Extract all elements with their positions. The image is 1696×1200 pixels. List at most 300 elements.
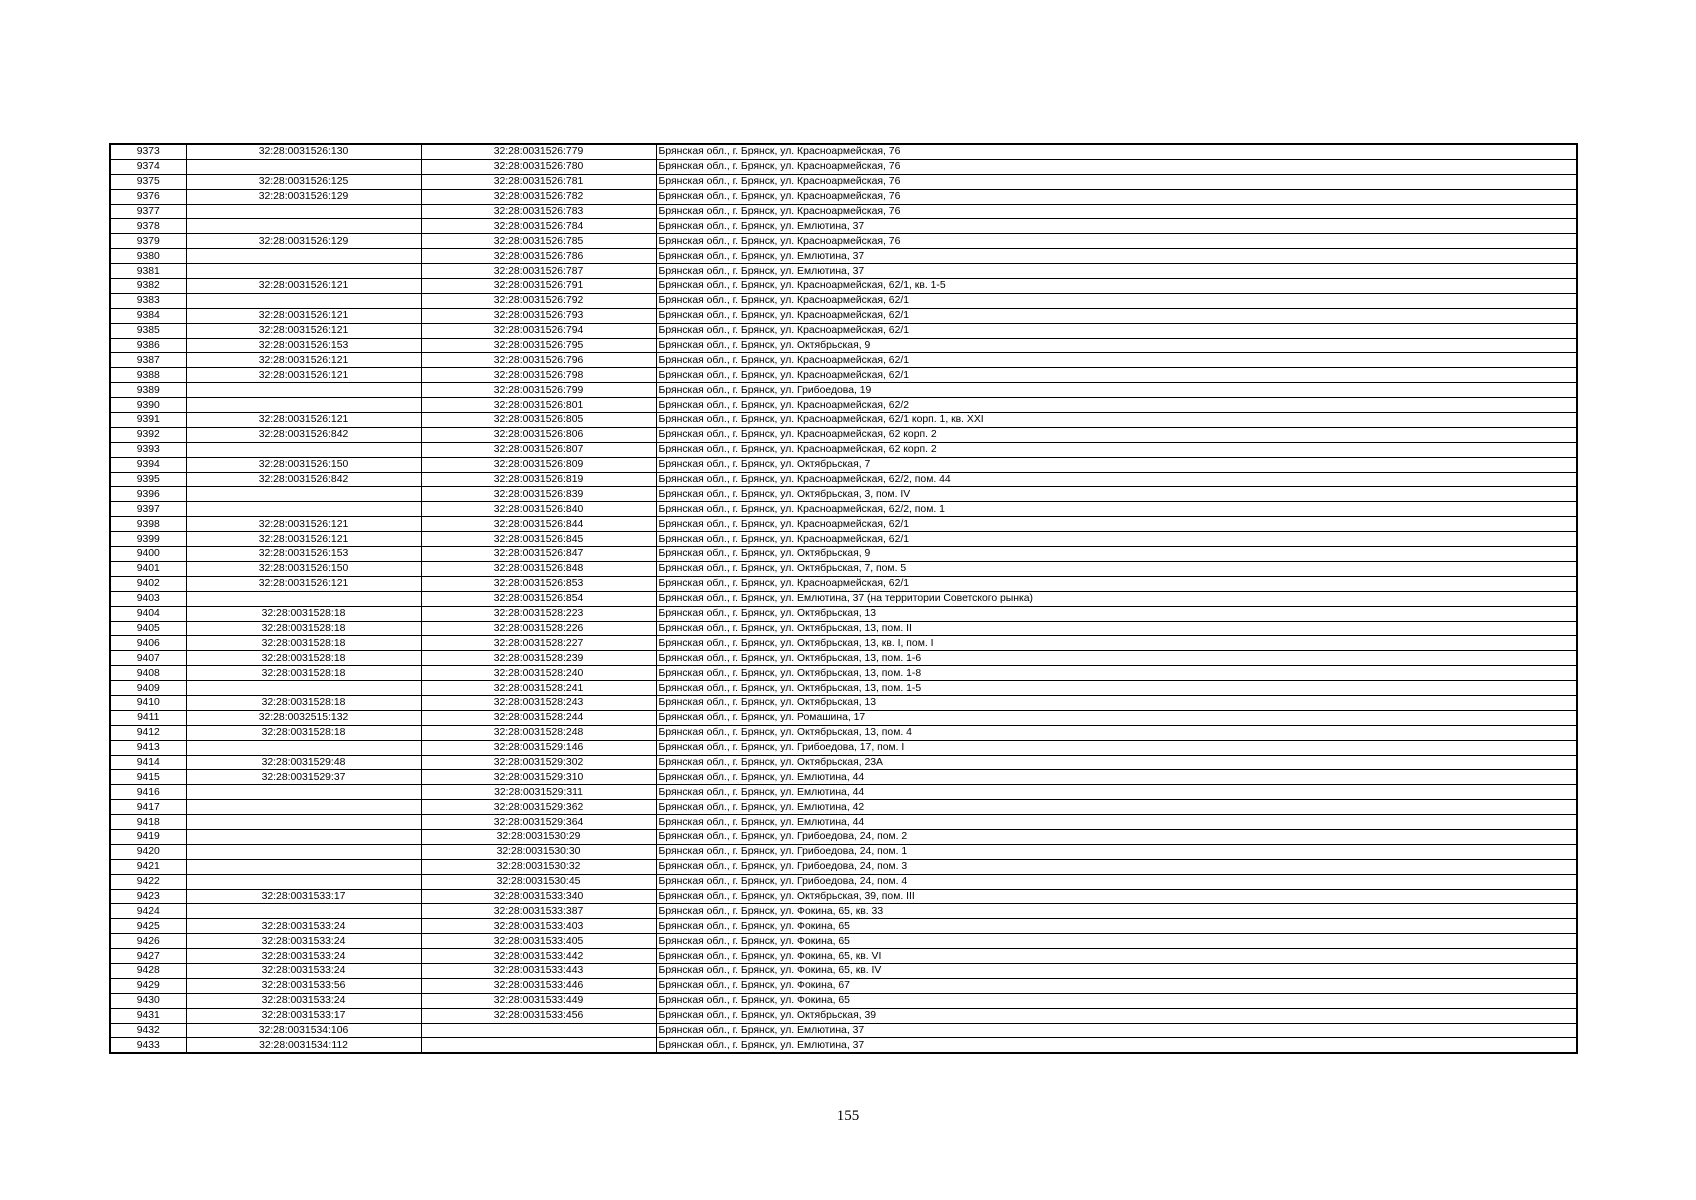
row-number-cell: 9396 xyxy=(110,487,186,502)
parcel-number-cell xyxy=(186,204,421,219)
row-number-cell: 9386 xyxy=(110,338,186,353)
address-cell: Брянская обл., г. Брянск, ул. Октябрьская, 13, кв. I, пом. I xyxy=(656,636,1577,651)
address-cell: Брянская обл., г. Брянск, ул. Грибоедова, 17, пом. I xyxy=(656,740,1577,755)
row-number-cell: 9393 xyxy=(110,442,186,457)
address-cell: Брянская обл., г. Брянск, ул. Красноармейская, 62/1 xyxy=(656,517,1577,532)
row-number-cell: 9417 xyxy=(110,800,186,815)
parcel-number-cell: 32:28:0031528:18 xyxy=(186,636,421,651)
table-row xyxy=(110,1038,1577,1053)
table-row xyxy=(110,963,1577,978)
parcel-number-cell: 32:28:0031528:18 xyxy=(186,621,421,636)
parcel-number-cell xyxy=(186,159,421,174)
address-cell: Брянская обл., г. Брянск, ул. Красноармейская, 76 xyxy=(656,189,1577,204)
table-row xyxy=(110,934,1577,949)
parcel-number-cell xyxy=(186,859,421,874)
object-number-cell: 32:28:0031526:805 xyxy=(421,413,656,428)
table-row xyxy=(110,710,1577,725)
table-row xyxy=(110,144,1577,159)
address-cell: Брянская обл., г. Брянск, ул. Грибоедова, 24, пом. 1 xyxy=(656,844,1577,859)
object-number-cell: 32:28:0031526:854 xyxy=(421,591,656,606)
address-cell: Брянская обл., г. Брянск, ул. Емлютина, 37 (на территории Советского рынка) xyxy=(656,591,1577,606)
address-cell: Брянская обл., г. Брянск, ул. Красноармейская, 62/1 xyxy=(656,368,1577,383)
object-number-cell: 32:28:0031533:456 xyxy=(421,1008,656,1023)
row-number-cell: 9387 xyxy=(110,353,186,368)
table-row xyxy=(110,457,1577,472)
parcel-number-cell: 32:28:0031528:18 xyxy=(186,651,421,666)
row-number-cell: 9401 xyxy=(110,561,186,576)
row-number-cell: 9402 xyxy=(110,576,186,591)
object-number-cell: 32:28:0031526:853 xyxy=(421,576,656,591)
parcel-number-cell: 32:28:0031526:121 xyxy=(186,308,421,323)
parcel-number-cell: 32:28:0031528:18 xyxy=(186,606,421,621)
row-number-cell: 9379 xyxy=(110,234,186,249)
parcel-number-cell xyxy=(186,591,421,606)
object-number-cell: 32:28:0031533:405 xyxy=(421,934,656,949)
address-cell: Брянская обл., г. Брянск, ул. Емлютина, 44 xyxy=(656,770,1577,785)
parcel-number-cell xyxy=(186,219,421,234)
row-number-cell: 9433 xyxy=(110,1038,186,1053)
table-row xyxy=(110,874,1577,889)
parcel-number-cell: 32:28:0031526:121 xyxy=(186,279,421,294)
table-row xyxy=(110,1023,1577,1038)
address-cell: Брянская обл., г. Брянск, ул. Красноармейская, 62/1, кв. 1-5 xyxy=(656,279,1577,294)
object-number-cell: 32:28:0031526:844 xyxy=(421,517,656,532)
row-number-cell: 9423 xyxy=(110,889,186,904)
table-row xyxy=(110,561,1577,576)
parcel-number-cell: 32:28:0031526:129 xyxy=(186,234,421,249)
object-number-cell: 32:28:0031526:779 xyxy=(421,144,656,159)
object-number-cell: 32:28:0031528:226 xyxy=(421,621,656,636)
object-number-cell: 32:28:0031526:798 xyxy=(421,368,656,383)
address-cell: Брянская обл., г. Брянск, ул. Октябрьская, 9 xyxy=(656,547,1577,562)
table-row xyxy=(110,308,1577,323)
address-cell: Брянская обл., г. Брянск, ул. Красноармейская, 62/1 xyxy=(656,576,1577,591)
row-number-cell: 9384 xyxy=(110,308,186,323)
row-number-cell: 9404 xyxy=(110,606,186,621)
parcel-number-cell: 32:28:0031534:106 xyxy=(186,1023,421,1038)
parcel-number-cell xyxy=(186,442,421,457)
object-number-cell: 32:28:0031533:446 xyxy=(421,978,656,993)
table-row xyxy=(110,695,1577,710)
parcel-number-cell: 32:28:0031526:125 xyxy=(186,174,421,189)
object-number-cell: 32:28:0031526:782 xyxy=(421,189,656,204)
parcel-number-cell: 32:28:0031526:121 xyxy=(186,413,421,428)
parcel-number-cell: 32:28:0031526:121 xyxy=(186,576,421,591)
object-number-cell: 32:28:0031530:30 xyxy=(421,844,656,859)
row-number-cell: 9425 xyxy=(110,919,186,934)
parcel-number-cell: 32:28:0031526:153 xyxy=(186,338,421,353)
object-number-cell xyxy=(421,1023,656,1038)
table-row xyxy=(110,532,1577,547)
address-cell: Брянская обл., г. Брянск, ул. Красноармейская, 76 xyxy=(656,159,1577,174)
table-row xyxy=(110,502,1577,517)
parcel-number-cell xyxy=(186,502,421,517)
table-row xyxy=(110,993,1577,1008)
row-number-cell: 9391 xyxy=(110,413,186,428)
parcel-number-cell xyxy=(186,815,421,830)
address-cell: Брянская обл., г. Брянск, ул. Октябрьская, 9 xyxy=(656,338,1577,353)
address-cell: Брянская обл., г. Брянск, ул. Октябрьская, 13, пом. 1-5 xyxy=(656,681,1577,696)
address-cell: Брянская обл., г. Брянск, ул. Октябрьская, 7, пом. 5 xyxy=(656,561,1577,576)
parcel-number-cell: 32:28:0031526:150 xyxy=(186,561,421,576)
table-row xyxy=(110,293,1577,308)
address-cell: Брянская обл., г. Брянск, ул. Октябрьская, 7 xyxy=(656,457,1577,472)
parcel-number-cell xyxy=(186,800,421,815)
object-number-cell: 32:28:0031526:806 xyxy=(421,427,656,442)
table-row xyxy=(110,517,1577,532)
object-number-cell: 32:28:0031526:793 xyxy=(421,308,656,323)
table-row xyxy=(110,219,1577,234)
object-number-cell: 32:28:0031526:794 xyxy=(421,323,656,338)
address-cell: Брянская обл., г. Брянск, ул. Октябрьская, 13, пом. II xyxy=(656,621,1577,636)
row-number-cell: 9382 xyxy=(110,279,186,294)
row-number-cell: 9431 xyxy=(110,1008,186,1023)
table-row xyxy=(110,368,1577,383)
row-number-cell: 9422 xyxy=(110,874,186,889)
object-number-cell: 32:28:0031529:364 xyxy=(421,815,656,830)
row-number-cell: 9398 xyxy=(110,517,186,532)
table-row xyxy=(110,413,1577,428)
table-row xyxy=(110,606,1577,621)
object-number-cell: 32:28:0031529:310 xyxy=(421,770,656,785)
parcel-number-cell: 32:28:0031526:150 xyxy=(186,457,421,472)
address-cell: Брянская обл., г. Брянск, ул. Фокина, 65 xyxy=(656,934,1577,949)
table-row xyxy=(110,159,1577,174)
object-number-cell: 32:28:0031533:443 xyxy=(421,963,656,978)
object-number-cell: 32:28:0031526:791 xyxy=(421,279,656,294)
table-row xyxy=(110,279,1577,294)
address-cell: Брянская обл., г. Брянск, ул. Октябрьская, 23А xyxy=(656,755,1577,770)
parcel-number-cell xyxy=(186,249,421,264)
row-number-cell: 9418 xyxy=(110,815,186,830)
object-number-cell: 32:28:0031528:227 xyxy=(421,636,656,651)
parcel-number-cell: 32:28:0031526:153 xyxy=(186,547,421,562)
address-cell: Брянская обл., г. Брянск, ул. Октябрьская, 39, пом. III xyxy=(656,889,1577,904)
object-number-cell: 32:28:0031528:243 xyxy=(421,695,656,710)
table-row xyxy=(110,889,1577,904)
registry-table-body xyxy=(110,144,1577,1053)
parcel-number-cell: 32:28:0031533:17 xyxy=(186,1008,421,1023)
table-row xyxy=(110,591,1577,606)
row-number-cell: 9378 xyxy=(110,219,186,234)
parcel-number-cell: 32:28:0031533:24 xyxy=(186,934,421,949)
row-number-cell: 9380 xyxy=(110,249,186,264)
table-row xyxy=(110,770,1577,785)
address-cell: Брянская обл., г. Брянск, ул. Красноармейская, 62/1 xyxy=(656,532,1577,547)
object-number-cell: 32:28:0031526:783 xyxy=(421,204,656,219)
address-cell: Брянская обл., г. Брянск, ул. Емлютина, 44 xyxy=(656,815,1577,830)
object-number-cell: 32:28:0031526:807 xyxy=(421,442,656,457)
address-cell: Брянская обл., г. Брянск, ул. Ромашина, 17 xyxy=(656,710,1577,725)
row-number-cell: 9385 xyxy=(110,323,186,338)
table-row xyxy=(110,815,1577,830)
address-cell: Брянская обл., г. Брянск, ул. Октябрьская, 13, пом. 4 xyxy=(656,725,1577,740)
parcel-number-cell: 32:28:0031528:18 xyxy=(186,666,421,681)
row-number-cell: 9416 xyxy=(110,785,186,800)
row-number-cell: 9373 xyxy=(110,144,186,159)
address-cell: Брянская обл., г. Брянск, ул. Октябрьская, 13, пом. 1-6 xyxy=(656,651,1577,666)
row-number-cell: 9413 xyxy=(110,740,186,755)
object-number-cell: 32:28:0031528:240 xyxy=(421,666,656,681)
table-row xyxy=(110,174,1577,189)
parcel-number-cell xyxy=(186,904,421,919)
table-row xyxy=(110,651,1577,666)
table-row xyxy=(110,547,1577,562)
object-number-cell: 32:28:0031528:244 xyxy=(421,710,656,725)
page-number: 155 xyxy=(836,1108,860,1124)
table-row xyxy=(110,1008,1577,1023)
parcel-number-cell: 32:28:0031529:48 xyxy=(186,755,421,770)
address-cell: Брянская обл., г. Брянск, ул. Фокина, 67 xyxy=(656,978,1577,993)
row-number-cell: 9432 xyxy=(110,1023,186,1038)
object-number-cell: 32:28:0031530:32 xyxy=(421,859,656,874)
parcel-number-cell xyxy=(186,681,421,696)
row-number-cell: 9390 xyxy=(110,398,186,413)
row-number-cell: 9411 xyxy=(110,710,186,725)
table-row xyxy=(110,472,1577,487)
table-row xyxy=(110,576,1577,591)
row-number-cell: 9406 xyxy=(110,636,186,651)
table-row xyxy=(110,681,1577,696)
address-cell: Брянская обл., г. Брянск, ул. Грибоедова, 24, пом. 3 xyxy=(656,859,1577,874)
object-number-cell: 32:28:0031529:362 xyxy=(421,800,656,815)
row-number-cell: 9421 xyxy=(110,859,186,874)
address-cell: Брянская обл., г. Брянск, ул. Красноармейская, 76 xyxy=(656,144,1577,159)
object-number-cell: 32:28:0031526:847 xyxy=(421,547,656,562)
object-number-cell: 32:28:0031533:449 xyxy=(421,993,656,1008)
object-number-cell: 32:28:0031533:340 xyxy=(421,889,656,904)
object-number-cell: 32:28:0031528:223 xyxy=(421,606,656,621)
row-number-cell: 9427 xyxy=(110,949,186,964)
table-row xyxy=(110,829,1577,844)
object-number-cell: 32:28:0031526:784 xyxy=(421,219,656,234)
row-number-cell: 9426 xyxy=(110,934,186,949)
table-row xyxy=(110,740,1577,755)
address-cell: Брянская обл., г. Брянск, ул. Емлютина, 37 xyxy=(656,1023,1577,1038)
object-number-cell: 32:28:0031526:787 xyxy=(421,264,656,279)
table-row xyxy=(110,234,1577,249)
address-cell: Брянская обл., г. Брянск, ул. Фокина, 65, кв. IV xyxy=(656,963,1577,978)
row-number-cell: 9381 xyxy=(110,264,186,279)
table-row xyxy=(110,636,1577,651)
row-number-cell: 9403 xyxy=(110,591,186,606)
table-row xyxy=(110,859,1577,874)
table-row xyxy=(110,844,1577,859)
address-cell: Брянская обл., г. Брянск, ул. Красноармейская, 62 корп. 2 xyxy=(656,427,1577,442)
parcel-number-cell xyxy=(186,844,421,859)
object-number-cell: 32:28:0031526:840 xyxy=(421,502,656,517)
parcel-number-cell: 32:28:0031533:17 xyxy=(186,889,421,904)
row-number-cell: 9383 xyxy=(110,293,186,308)
object-number-cell: 32:28:0031533:403 xyxy=(421,919,656,934)
table-row xyxy=(110,785,1577,800)
table-row xyxy=(110,919,1577,934)
row-number-cell: 9395 xyxy=(110,472,186,487)
address-cell: Брянская обл., г. Брянск, ул. Октябрьская, 39 xyxy=(656,1008,1577,1023)
address-cell: Брянская обл., г. Брянск, ул. Красноармейская, 62/1 xyxy=(656,323,1577,338)
row-number-cell: 9419 xyxy=(110,829,186,844)
row-number-cell: 9424 xyxy=(110,904,186,919)
row-number-cell: 9377 xyxy=(110,204,186,219)
row-number-cell: 9405 xyxy=(110,621,186,636)
address-cell: Брянская обл., г. Брянск, ул. Красноармейская, 62/1 xyxy=(656,353,1577,368)
parcel-number-cell xyxy=(186,785,421,800)
object-number-cell: 32:28:0031526:801 xyxy=(421,398,656,413)
address-cell: Брянская обл., г. Брянск, ул. Красноармейская, 62/1 корп. 1, кв. XXI xyxy=(656,413,1577,428)
address-cell: Брянская обл., г. Брянск, ул. Емлютина, 42 xyxy=(656,800,1577,815)
address-cell: Брянская обл., г. Брянск, ул. Октябрьская, 13 xyxy=(656,695,1577,710)
object-number-cell: 32:28:0031526:848 xyxy=(421,561,656,576)
parcel-number-cell: 32:28:0031533:24 xyxy=(186,919,421,934)
parcel-number-cell: 32:28:0031526:121 xyxy=(186,517,421,532)
object-number-cell: 32:28:0031526:796 xyxy=(421,353,656,368)
parcel-number-cell: 32:28:0031526:842 xyxy=(186,472,421,487)
parcel-number-cell: 32:28:0031528:18 xyxy=(186,725,421,740)
address-cell: Брянская обл., г. Брянск, ул. Грибоедова, 19 xyxy=(656,383,1577,398)
parcel-number-cell: 32:28:0031526:130 xyxy=(186,144,421,159)
table-row xyxy=(110,442,1577,457)
row-number-cell: 9374 xyxy=(110,159,186,174)
address-cell: Брянская обл., г. Брянск, ул. Красноармейская, 62/1 xyxy=(656,308,1577,323)
row-number-cell: 9388 xyxy=(110,368,186,383)
parcel-number-cell xyxy=(186,383,421,398)
address-cell: Брянская обл., г. Брянск, ул. Емлютина, 37 xyxy=(656,264,1577,279)
row-number-cell: 9392 xyxy=(110,427,186,442)
object-number-cell: 32:28:0031526:819 xyxy=(421,472,656,487)
address-cell: Брянская обл., г. Брянск, ул. Емлютина, 37 xyxy=(656,1038,1577,1053)
parcel-number-cell: 32:28:0031526:842 xyxy=(186,427,421,442)
address-cell: Брянская обл., г. Брянск, ул. Фокина, 65 xyxy=(656,919,1577,934)
address-cell: Брянская обл., г. Брянск, ул. Фокина, 65, кв. 33 xyxy=(656,904,1577,919)
table-row xyxy=(110,800,1577,815)
table-row xyxy=(110,487,1577,502)
address-cell: Брянская обл., г. Брянск, ул. Грибоедова, 24, пом. 2 xyxy=(656,829,1577,844)
object-number-cell: 32:28:0031533:387 xyxy=(421,904,656,919)
address-cell: Брянская обл., г. Брянск, ул. Красноармейская, 62 корп. 2 xyxy=(656,442,1577,457)
object-number-cell: 32:28:0031528:239 xyxy=(421,651,656,666)
object-number-cell: 32:28:0031526:785 xyxy=(421,234,656,249)
object-number-cell: 32:28:0031526:809 xyxy=(421,457,656,472)
row-number-cell: 9400 xyxy=(110,547,186,562)
parcel-number-cell: 32:28:0031528:18 xyxy=(186,695,421,710)
parcel-number-cell xyxy=(186,740,421,755)
table-row xyxy=(110,264,1577,279)
object-number-cell: 32:28:0031526:795 xyxy=(421,338,656,353)
object-number-cell: 32:28:0031529:146 xyxy=(421,740,656,755)
row-number-cell: 9389 xyxy=(110,383,186,398)
row-number-cell: 9375 xyxy=(110,174,186,189)
parcel-number-cell xyxy=(186,398,421,413)
table-row xyxy=(110,949,1577,964)
address-cell: Брянская обл., г. Брянск, ул. Фокина, 65 xyxy=(656,993,1577,1008)
address-cell: Брянская обл., г. Брянск, ул. Красноармейская, 62/1 xyxy=(656,293,1577,308)
table-row xyxy=(110,725,1577,740)
object-number-cell xyxy=(421,1038,656,1053)
address-cell: Брянская обл., г. Брянск, ул. Емлютина, 37 xyxy=(656,219,1577,234)
parcel-number-cell xyxy=(186,874,421,889)
parcel-number-cell: 32:28:0031526:121 xyxy=(186,368,421,383)
object-number-cell: 32:28:0031530:45 xyxy=(421,874,656,889)
address-cell: Брянская обл., г. Брянск, ул. Октябрьская, 13 xyxy=(656,606,1577,621)
table-row xyxy=(110,978,1577,993)
table-row xyxy=(110,204,1577,219)
table-row xyxy=(110,189,1577,204)
object-number-cell: 32:28:0031530:29 xyxy=(421,829,656,844)
parcel-number-cell: 32:28:0031526:121 xyxy=(186,353,421,368)
table-row xyxy=(110,323,1577,338)
address-cell: Брянская обл., г. Брянск, ул. Красноармейская, 76 xyxy=(656,174,1577,189)
object-number-cell: 32:28:0031528:248 xyxy=(421,725,656,740)
address-cell: Брянская обл., г. Брянск, ул. Красноармейская, 62/2, пом. 1 xyxy=(656,502,1577,517)
address-cell: Брянская обл., г. Брянск, ул. Октябрьская, 13, пом. 1-8 xyxy=(656,666,1577,681)
address-cell: Брянская обл., г. Брянск, ул. Грибоедова, 24, пом. 4 xyxy=(656,874,1577,889)
address-cell: Брянская обл., г. Брянск, ул. Красноармейская, 76 xyxy=(656,204,1577,219)
parcel-number-cell: 32:28:0032515:132 xyxy=(186,710,421,725)
parcel-number-cell xyxy=(186,829,421,844)
parcel-number-cell: 32:28:0031529:37 xyxy=(186,770,421,785)
parcel-number-cell: 32:28:0031534:112 xyxy=(186,1038,421,1053)
table-row xyxy=(110,666,1577,681)
parcel-number-cell: 32:28:0031533:24 xyxy=(186,993,421,1008)
address-cell: Брянская обл., г. Брянск, ул. Фокина, 65, кв. VI xyxy=(656,949,1577,964)
object-number-cell: 32:28:0031528:241 xyxy=(421,681,656,696)
object-number-cell: 32:28:0031529:311 xyxy=(421,785,656,800)
object-number-cell: 32:28:0031526:845 xyxy=(421,532,656,547)
row-number-cell: 9415 xyxy=(110,770,186,785)
row-number-cell: 9410 xyxy=(110,695,186,710)
table-row xyxy=(110,427,1577,442)
parcel-number-cell: 32:28:0031526:129 xyxy=(186,189,421,204)
table-row xyxy=(110,755,1577,770)
row-number-cell: 9429 xyxy=(110,978,186,993)
address-cell: Брянская обл., г. Брянск, ул. Емлютина, 44 xyxy=(656,785,1577,800)
row-number-cell: 9420 xyxy=(110,844,186,859)
registry-table xyxy=(109,143,1578,1054)
parcel-number-cell: 32:28:0031533:56 xyxy=(186,978,421,993)
row-number-cell: 9412 xyxy=(110,725,186,740)
parcel-number-cell: 32:28:0031533:24 xyxy=(186,963,421,978)
address-cell: Брянская обл., г. Брянск, ул. Красноармейская, 76 xyxy=(656,234,1577,249)
row-number-cell: 9414 xyxy=(110,755,186,770)
parcel-number-cell xyxy=(186,264,421,279)
table-row xyxy=(110,383,1577,398)
object-number-cell: 32:28:0031526:799 xyxy=(421,383,656,398)
row-number-cell: 9408 xyxy=(110,666,186,681)
row-number-cell: 9394 xyxy=(110,457,186,472)
table-row xyxy=(110,398,1577,413)
address-cell: Брянская обл., г. Брянск, ул. Красноармейская, 62/2, пом. 44 xyxy=(656,472,1577,487)
address-cell: Брянская обл., г. Брянск, ул. Емлютина, 37 xyxy=(656,249,1577,264)
address-cell: Брянская обл., г. Брянск, ул. Октябрьская, 3, пом. IV xyxy=(656,487,1577,502)
row-number-cell: 9376 xyxy=(110,189,186,204)
table-row xyxy=(110,621,1577,636)
parcel-number-cell xyxy=(186,487,421,502)
parcel-number-cell: 32:28:0031533:24 xyxy=(186,949,421,964)
object-number-cell: 32:28:0031533:442 xyxy=(421,949,656,964)
table-row xyxy=(110,904,1577,919)
table-row xyxy=(110,249,1577,264)
object-number-cell: 32:28:0031526:792 xyxy=(421,293,656,308)
row-number-cell: 9409 xyxy=(110,681,186,696)
parcel-number-cell: 32:28:0031526:121 xyxy=(186,532,421,547)
parcel-number-cell: 32:28:0031526:121 xyxy=(186,323,421,338)
table-row xyxy=(110,353,1577,368)
row-number-cell: 9399 xyxy=(110,532,186,547)
object-number-cell: 32:28:0031526:781 xyxy=(421,174,656,189)
row-number-cell: 9397 xyxy=(110,502,186,517)
object-number-cell: 32:28:0031529:302 xyxy=(421,755,656,770)
table-row xyxy=(110,338,1577,353)
